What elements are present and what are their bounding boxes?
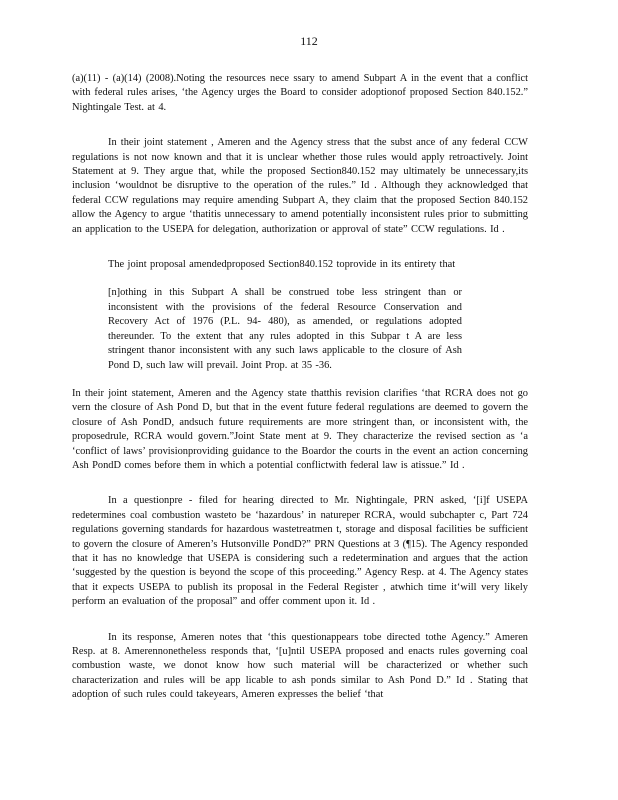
paragraph-2: In their joint statement , Ameren and the Agency stress that the subst ance of any federal CCW regulations is not now known and that it is unclear whether those rules would apply retroactively. Joint Statement at 9. They argue that, while the proposed Section840.152 may ultimately be unnecessary,its inclusion ‘wouldnot be disruptive to the operation of the rules.” Id . Although they acknowledged that federal CCW regulations may require amending Subpart A, they claim that the proposed Section 840.152 allow the Agency to argue ‘thatitis unnecessary to amend potentially inconsistent rules prior to submitting an application to the USEPA for delegation, authorization or approval of state” CCW regulations. Id . (72, 137, 528, 235)
block-quote: [n]othing in this Subpart A shall be construed tobe less stringent than or inconsistent with the provisions of the federal Resource Conservation and Recovery Act of 1976 (P.L. 94- 480), as amended, or regulations adopted thereunder. To the extent that any rules adopted in this Subpar t A are less stringent thanor inconsistent with any such laws applicable to the closure of Ash Pond D, such law will prevail. Joint Prop. at 35 -36. (108, 287, 462, 371)
page-number: 112 (300, 34, 318, 48)
paragraph-3: In their joint statement, Ameren and the Agency state thatthis revision clarifies ‘that RCRA does not go vern the closure of Ash Pond D, but that in the event future federal regulations are deemed to govern the closure of Ash PondD, andsuch future requirements are more stringent than, or inconsistent with, the proposedrule, RCRA would govern.”Joint State ment at 9. They characterize the revised section as ‘a ‘conflict of laws’ provisionproviding guidance to the Boardor the courts in the event an action concerning Ash PondD comes before them in which a potential conflictwith federal law is atissue.” Id . (72, 387, 528, 471)
paragraph-4: In a questionpre - filed for hearing directed to Mr. Nightingale, PRN asked, ‘[i]f USEPA redetermines coal combustion wasteto be ‘hazardous’ in natureper RCRA, would subchapter c, Part 724 regulations governing standards for hazardous wastetreatmen t, storage and disposal facilities be sufficient to govern the closure of Ameren’s Hutsonville PondD?” PRN Questions at 3 (¶15). The Agency responded that it has no knowledge that USEPA is considering such a redetermination and argues that the action ‘suggested by the question is beyond the scope of this proceeding.” Agency Resp. at 4. The Agency states that it expects USEPA to publish its proposal in the Federal Register , atwhich time it‘will very likely perform an evaluation of the proposal” and offer comment upon it. Id . (72, 495, 528, 608)
paragraph-5: In its response, Ameren notes that ‘this questionappears tobe directed tothe Agency.” Ameren Resp. at 8. Amerennonetheless responds that, ‘[u]ntil USEPA proposed and enacts rules governing coal combustion waste, we donot know how such material will be characterized or whether such characterization and rules will be app licable to ash ponds similar to Ash Pond D.” Id . Stating that adoption of such rules could takeyears, Ameren expresses the belief ‘that (72, 631, 528, 701)
quote-lead-in: The joint proposal amendedproposed Section840.152 toprovide in its entirety that (108, 259, 456, 271)
paragraph-1: (a)(11) - (a)(14) (2008).Noting the resources nece ssary to amend Subpart A in the event that a conflict with federal rules arises, ‘the Agency urges the Board to consider adoptionof proposed Section 840.152.” Nightingale Test. at 4. (72, 73, 528, 113)
body-text (72, 72, 528, 724)
